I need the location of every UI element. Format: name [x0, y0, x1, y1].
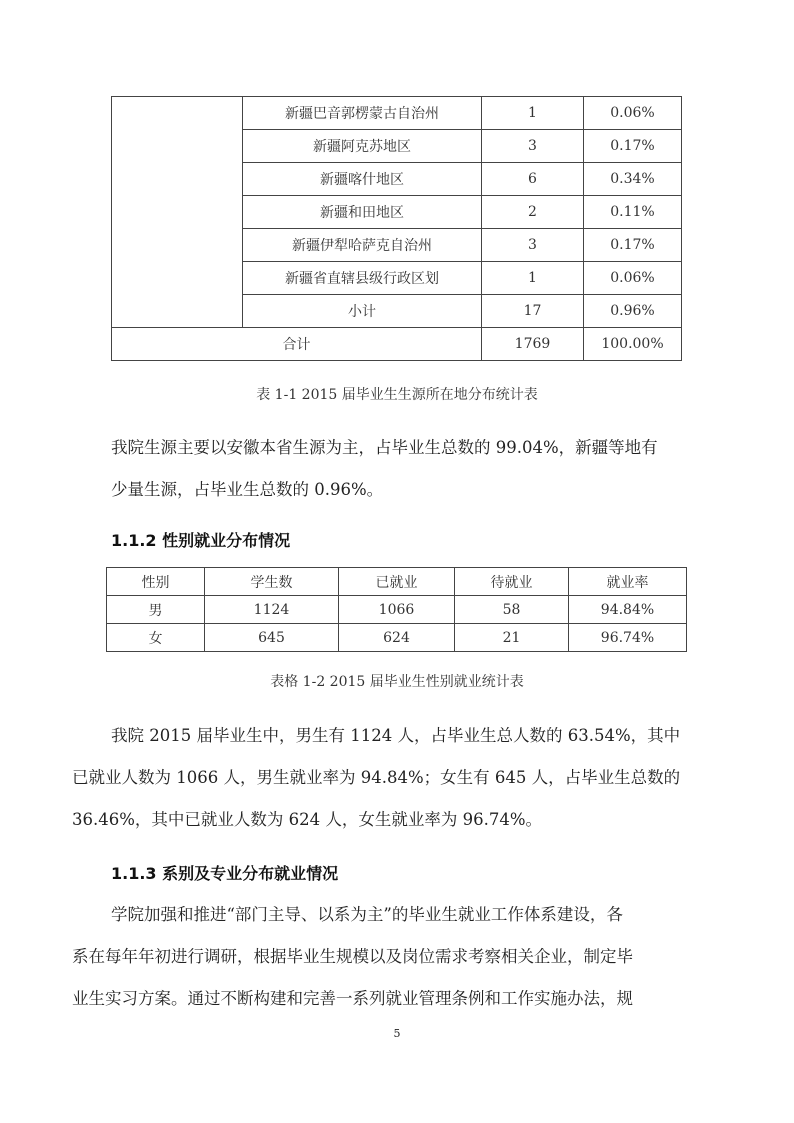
students-cell: 1124 — [205, 596, 339, 624]
para2-line-1: 我院 2015 届毕业生中，男生有 1124 人，占毕业生总人数的 63.54%，其中 — [111, 726, 681, 745]
table1-caption: 表 1-1 2015 届毕业生生源所在地分布统计表 — [256, 387, 538, 403]
table-row — [112, 97, 682, 130]
percent-cell: 0.17% — [584, 229, 682, 262]
gender-cell: 女 — [107, 624, 205, 652]
header-employed: 已就业 — [339, 568, 455, 596]
page-number: 5 — [393, 1027, 401, 1040]
count-cell: 1 — [482, 97, 584, 130]
count-cell: 2 — [482, 196, 584, 229]
para2-line-3: 36.46%，其中已就业人数为 624 人，女生就业率为 96.74%。 — [72, 810, 543, 829]
table-header-row — [107, 568, 687, 596]
count-cell: 3 — [482, 229, 584, 262]
gender-employment-table — [106, 567, 687, 652]
total-row — [112, 328, 682, 361]
total-label: 合计 — [112, 328, 482, 361]
para1-line-1: 我院生源主要以安徽本省生源为主，占毕业生总数的 99.04%，新疆等地有 — [111, 438, 658, 457]
rate-cell: 94.84% — [569, 596, 687, 624]
percent-cell: 0.17% — [584, 130, 682, 163]
percent-cell: 0.06% — [584, 262, 682, 295]
table-row — [107, 596, 687, 624]
percent-cell: 0.06% — [584, 97, 682, 130]
region-cell: 新疆阿克苏地区 — [243, 130, 482, 163]
para3-line-3: 业生实习方案。通过不断构建和完善一系列就业管理条例和工作实施办法，规 — [72, 989, 633, 1008]
count-cell: 1 — [482, 262, 584, 295]
total-percent: 100.00% — [584, 328, 682, 361]
table2-caption: 表格 1-2 2015 届毕业生性别就业统计表 — [270, 674, 524, 690]
header-gender: 性别 — [107, 568, 205, 596]
pending-cell: 58 — [455, 596, 569, 624]
header-students: 学生数 — [205, 568, 339, 596]
region-distribution-table — [111, 96, 682, 361]
para3-line-2: 系在每年年初进行调研，根据毕业生规模以及岗位需求考察相关企业，制定毕 — [72, 947, 633, 966]
rate-cell: 96.74% — [569, 624, 687, 652]
region-cell: 新疆喀什地区 — [243, 163, 482, 196]
gender-cell: 男 — [107, 596, 205, 624]
count-cell: 3 — [482, 130, 584, 163]
subtotal-percent: 0.96% — [584, 295, 682, 328]
count-cell: 6 — [482, 163, 584, 196]
total-count: 1769 — [482, 328, 584, 361]
students-cell: 645 — [205, 624, 339, 652]
header-pending: 待就业 — [455, 568, 569, 596]
para1-line-2: 少量生源，占毕业生总数的 0.96%。 — [111, 480, 384, 499]
section-heading-1-1-3: 1.1.3 系别及专业分布就业情况 — [111, 864, 339, 883]
table-row — [107, 624, 687, 652]
header-rate: 就业率 — [569, 568, 687, 596]
para3-line-1: 学院加强和推进“部门主导、以系为主”的毕业生就业工作体系建设，各 — [111, 905, 623, 924]
percent-cell: 0.11% — [584, 196, 682, 229]
employed-cell: 624 — [339, 624, 455, 652]
subtotal-label: 小计 — [243, 295, 482, 328]
region-cell: 新疆省直辖县级行政区划 — [243, 262, 482, 295]
region-cell: 新疆和田地区 — [243, 196, 482, 229]
section-heading-1-1-2: 1.1.2 性别就业分布情况 — [111, 531, 291, 550]
subtotal-count: 17 — [482, 295, 584, 328]
province-cell — [112, 97, 243, 328]
region-cell: 新疆伊犁哈萨克自治州 — [243, 229, 482, 262]
region-cell: 新疆巴音郭楞蒙古自治州 — [243, 97, 482, 130]
pending-cell: 21 — [455, 624, 569, 652]
para2-line-2: 已就业人数为 1066 人，男生就业率为 94.84%；女生有 645 人，占毕业生总数的 — [72, 768, 681, 787]
paragraph-line — [111, 434, 658, 458]
employed-cell: 1066 — [339, 596, 455, 624]
percent-cell: 0.34% — [584, 163, 682, 196]
